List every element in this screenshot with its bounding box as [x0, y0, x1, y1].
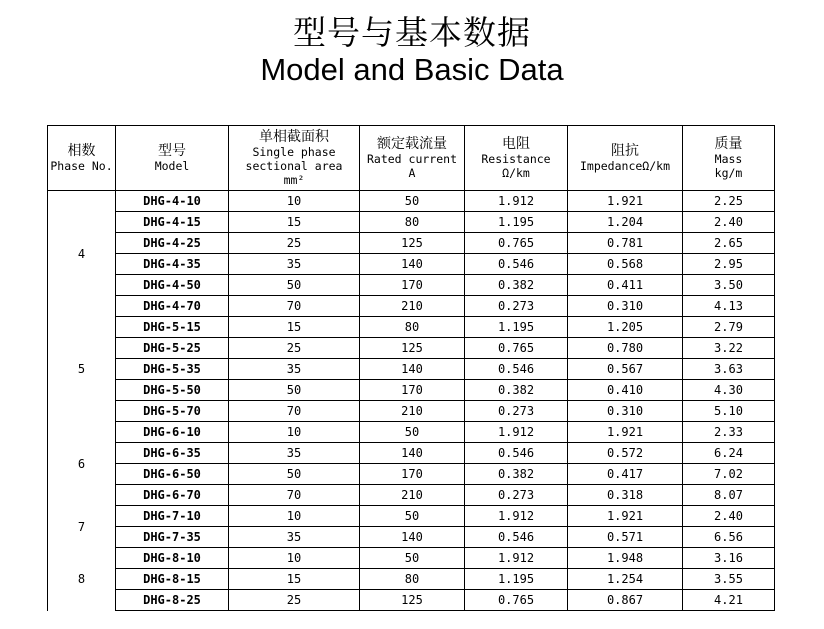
resistance-cell: 0.546 — [465, 443, 568, 464]
model-cell: DHG-7-35 — [116, 527, 229, 548]
resistance-cell: 1.912 — [465, 422, 568, 443]
model-cell: DHG-8-10 — [116, 548, 229, 569]
area-cell: 25 — [229, 233, 360, 254]
title-english: Model and Basic Data — [260, 51, 564, 87]
col-header-impedance — [568, 126, 683, 191]
model-cell: DHG-6-50 — [116, 464, 229, 485]
current-cell: 140 — [360, 359, 465, 380]
mass-cell: 2.25 — [683, 191, 775, 212]
impedance-cell: 0.867 — [568, 590, 683, 611]
col-header-phase — [48, 126, 116, 191]
header-mass-zh: 质量 — [714, 136, 743, 152]
mass-cell: 2.65 — [683, 233, 775, 254]
impedance-cell: 0.318 — [568, 485, 683, 506]
area-cell: 25 — [229, 338, 360, 359]
phase-cell: 6 — [48, 422, 116, 506]
resistance-cell: 1.195 — [465, 212, 568, 233]
current-cell: 140 — [360, 443, 465, 464]
mass-cell: 6.56 — [683, 527, 775, 548]
area-cell: 35 — [229, 359, 360, 380]
model-cell: DHG-7-10 — [116, 506, 229, 527]
table-row — [48, 590, 775, 611]
table-row — [48, 254, 775, 275]
impedance-cell: 1.254 — [568, 569, 683, 590]
resistance-cell: 1.912 — [465, 548, 568, 569]
header-model-zh: 型号 — [158, 143, 186, 159]
impedance-cell: 0.572 — [568, 443, 683, 464]
impedance-cell: 1.205 — [568, 317, 683, 338]
header-impedance-zh: 阻抗 — [611, 143, 639, 159]
resistance-cell: 0.765 — [465, 338, 568, 359]
header-mass-en: Mass — [714, 152, 743, 166]
impedance-cell: 1.921 — [568, 191, 683, 212]
title-chinese: 型号与基本数据 — [293, 13, 531, 52]
current-cell: 140 — [360, 527, 465, 548]
area-cell: 10 — [229, 191, 360, 212]
header-phase-en: Phase No. — [50, 159, 113, 173]
impedance-cell: 0.780 — [568, 338, 683, 359]
phase-cell: 4 — [48, 191, 116, 317]
area-cell: 15 — [229, 212, 360, 233]
model-cell: DHG-8-25 — [116, 590, 229, 611]
table-row — [48, 506, 775, 527]
area-cell: 70 — [229, 485, 360, 506]
resistance-cell: 0.382 — [465, 275, 568, 296]
resistance-cell: 0.273 — [465, 401, 568, 422]
mass-cell: 6.24 — [683, 443, 775, 464]
table-row — [48, 380, 775, 401]
table-row — [48, 317, 775, 338]
mass-cell: 3.22 — [683, 338, 775, 359]
mass-cell: 3.16 — [683, 548, 775, 569]
resistance-cell: 0.546 — [465, 527, 568, 548]
slide-title — [0, 14, 824, 88]
header-resistance-unit: Ω/km — [502, 166, 530, 180]
current-cell: 170 — [360, 380, 465, 401]
mass-cell: 2.40 — [683, 212, 775, 233]
table-row — [48, 422, 775, 443]
impedance-cell: 1.921 — [568, 422, 683, 443]
col-header-resistance — [465, 126, 568, 191]
impedance-cell: 0.411 — [568, 275, 683, 296]
header-resistance-zh: 电阻 — [502, 136, 530, 152]
table-row — [48, 464, 775, 485]
current-cell: 210 — [360, 401, 465, 422]
model-cell: DHG-4-10 — [116, 191, 229, 212]
col-header-current — [360, 126, 465, 191]
impedance-cell: 0.567 — [568, 359, 683, 380]
model-cell: DHG-6-35 — [116, 443, 229, 464]
mass-cell: 4.21 — [683, 590, 775, 611]
area-cell: 70 — [229, 401, 360, 422]
table-row — [48, 443, 775, 464]
resistance-cell: 0.273 — [465, 296, 568, 317]
impedance-cell: 0.310 — [568, 401, 683, 422]
header-area-zh: 单相截面积 — [259, 129, 329, 145]
current-cell: 125 — [360, 338, 465, 359]
mass-cell: 3.63 — [683, 359, 775, 380]
impedance-cell: 1.948 — [568, 548, 683, 569]
model-cell: DHG-4-70 — [116, 296, 229, 317]
current-cell: 170 — [360, 464, 465, 485]
header-current-zh: 额定载流量 — [377, 136, 447, 152]
table-row — [48, 548, 775, 569]
current-cell: 50 — [360, 191, 465, 212]
mass-cell: 2.79 — [683, 317, 775, 338]
col-header-model — [116, 126, 229, 191]
model-cell: DHG-6-70 — [116, 485, 229, 506]
resistance-cell: 0.382 — [465, 464, 568, 485]
area-cell: 35 — [229, 527, 360, 548]
resistance-cell: 1.195 — [465, 569, 568, 590]
table-row — [48, 401, 775, 422]
current-cell: 140 — [360, 254, 465, 275]
impedance-cell: 0.310 — [568, 296, 683, 317]
resistance-cell: 0.546 — [465, 359, 568, 380]
mass-cell: 3.50 — [683, 275, 775, 296]
model-cell: DHG-8-15 — [116, 569, 229, 590]
area-cell: 35 — [229, 443, 360, 464]
mass-cell: 8.07 — [683, 485, 775, 506]
header-area-unit: mm² — [283, 173, 305, 187]
current-cell: 210 — [360, 296, 465, 317]
header-row — [48, 126, 775, 191]
mass-cell: 2.33 — [683, 422, 775, 443]
area-cell: 25 — [229, 590, 360, 611]
resistance-cell: 1.912 — [465, 506, 568, 527]
area-cell: 10 — [229, 506, 360, 527]
current-cell: 80 — [360, 212, 465, 233]
impedance-cell: 0.417 — [568, 464, 683, 485]
impedance-cell: 1.921 — [568, 506, 683, 527]
model-data-table — [47, 125, 775, 611]
model-cell: DHG-4-15 — [116, 212, 229, 233]
area-cell: 10 — [229, 548, 360, 569]
resistance-cell: 1.912 — [465, 191, 568, 212]
mass-cell: 7.02 — [683, 464, 775, 485]
table-row — [48, 569, 775, 590]
model-cell: DHG-5-50 — [116, 380, 229, 401]
resistance-cell: 0.765 — [465, 233, 568, 254]
header-current-unit: A — [408, 166, 416, 180]
current-cell: 210 — [360, 485, 465, 506]
table-row — [48, 338, 775, 359]
current-cell: 80 — [360, 569, 465, 590]
current-cell: 170 — [360, 275, 465, 296]
area-cell: 70 — [229, 296, 360, 317]
area-cell: 15 — [229, 317, 360, 338]
mass-cell: 3.55 — [683, 569, 775, 590]
resistance-cell: 0.273 — [465, 485, 568, 506]
current-cell: 50 — [360, 506, 465, 527]
header-impedance-en: ImpedanceΩ/km — [579, 159, 670, 173]
header-area-en2: sectional area — [245, 159, 343, 173]
table-row — [48, 485, 775, 506]
table-row — [48, 233, 775, 254]
model-cell: DHG-5-70 — [116, 401, 229, 422]
mass-cell: 5.10 — [683, 401, 775, 422]
area-cell: 50 — [229, 464, 360, 485]
header-phase-zh: 相数 — [67, 143, 96, 159]
resistance-cell: 1.195 — [465, 317, 568, 338]
model-cell: DHG-5-15 — [116, 317, 229, 338]
table-row — [48, 191, 775, 212]
table-row — [48, 275, 775, 296]
table-row — [48, 527, 775, 548]
model-cell: DHG-5-35 — [116, 359, 229, 380]
impedance-cell: 0.410 — [568, 380, 683, 401]
header-mass-unit: kg/m — [714, 166, 743, 180]
resistance-cell: 0.382 — [465, 380, 568, 401]
current-cell: 125 — [360, 233, 465, 254]
model-cell: DHG-5-25 — [116, 338, 229, 359]
phase-cell: 5 — [48, 317, 116, 422]
phase-cell: 8 — [48, 548, 116, 611]
impedance-cell: 0.568 — [568, 254, 683, 275]
mass-cell: 4.13 — [683, 296, 775, 317]
header-area-en1: Single phase — [252, 145, 336, 159]
col-header-area — [229, 126, 360, 191]
area-cell: 50 — [229, 380, 360, 401]
area-cell: 10 — [229, 422, 360, 443]
table-row — [48, 212, 775, 233]
mass-cell: 2.95 — [683, 254, 775, 275]
col-header-mass — [683, 126, 775, 191]
impedance-cell: 0.781 — [568, 233, 683, 254]
model-cell: DHG-4-35 — [116, 254, 229, 275]
model-cell: DHG-6-10 — [116, 422, 229, 443]
current-cell: 50 — [360, 422, 465, 443]
resistance-cell: 0.765 — [465, 590, 568, 611]
header-model-en: Model — [154, 159, 190, 173]
area-cell: 15 — [229, 569, 360, 590]
resistance-cell: 0.546 — [465, 254, 568, 275]
model-cell: DHG-4-25 — [116, 233, 229, 254]
mass-cell: 4.30 — [683, 380, 775, 401]
current-cell: 50 — [360, 548, 465, 569]
header-current-en: Rated current — [366, 152, 457, 166]
area-cell: 35 — [229, 254, 360, 275]
phase-cell: 7 — [48, 506, 116, 548]
header-resistance-en: Resistance — [481, 152, 551, 166]
model-cell: DHG-4-50 — [116, 275, 229, 296]
mass-cell: 2.40 — [683, 506, 775, 527]
area-cell: 50 — [229, 275, 360, 296]
current-cell: 80 — [360, 317, 465, 338]
impedance-cell: 0.571 — [568, 527, 683, 548]
table-row — [48, 296, 775, 317]
impedance-cell: 1.204 — [568, 212, 683, 233]
table-row — [48, 359, 775, 380]
current-cell: 125 — [360, 590, 465, 611]
